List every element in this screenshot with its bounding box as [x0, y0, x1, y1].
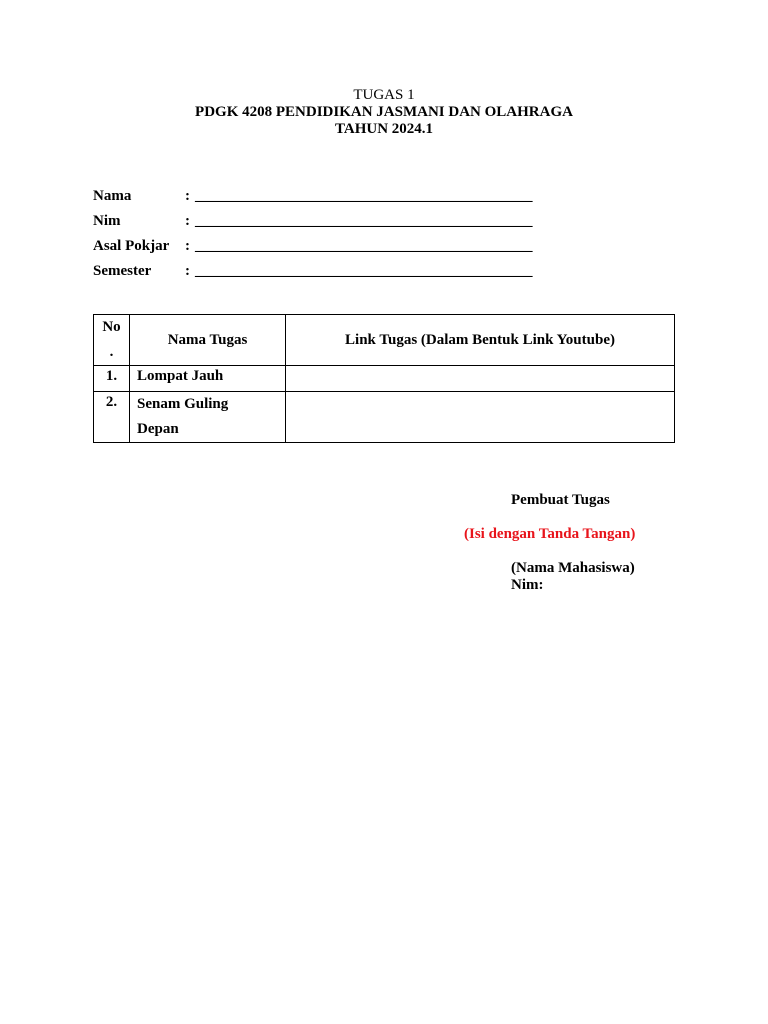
fill-line: _____________________________________________ [195, 213, 533, 229]
signature-nim: Nim: [511, 577, 544, 593]
row-link-cell[interactable] [286, 392, 675, 443]
row-link-cell[interactable] [286, 366, 675, 392]
identity-fields [93, 186, 533, 286]
header-link-tugas: Link Tugas (Dalam Bentuk Link Youtube) [286, 315, 675, 366]
row-task-name: Lompat Jauh [130, 366, 286, 392]
row-task-name [130, 392, 286, 443]
header-no-dot: . [109, 344, 114, 360]
field-nama [93, 186, 533, 211]
field-colon: : [185, 213, 190, 229]
header-year: TAHUN 2024.1 [334, 121, 434, 137]
field-semester [93, 261, 533, 286]
row-number: 1. [94, 366, 130, 392]
row-number: 2. [94, 392, 130, 443]
field-label: Semester [93, 263, 152, 279]
fill-line: _____________________________________________ [195, 263, 533, 279]
field-colon: : [185, 188, 190, 204]
field-colon: : [185, 238, 190, 254]
signature-name: (Nama Mahasiswa) [511, 560, 635, 576]
row-task-name-line1: Senam Guling [137, 396, 229, 412]
field-asal-pokjar [93, 236, 533, 261]
field-colon: : [185, 263, 190, 279]
signature-title: Pembuat Tugas [511, 492, 610, 508]
header-no [94, 315, 130, 366]
table-row [94, 392, 675, 443]
signature-note: (Isi dengan Tanda Tangan) [464, 526, 636, 542]
fill-line: _____________________________________________ [195, 188, 533, 204]
field-label: Nim [93, 213, 121, 229]
row-task-name-line2: Depan [137, 421, 179, 437]
header-title: TUGAS 1 [353, 87, 415, 103]
header-course: PDGK 4208 PENDIDIKAN JASMANI DAN OLAHRAGA [195, 104, 573, 120]
table-row [94, 366, 675, 392]
field-nim [93, 211, 533, 236]
field-label: Nama [93, 188, 132, 204]
table-header-row [94, 315, 675, 366]
document-header [0, 87, 768, 138]
task-table [93, 314, 675, 443]
header-nama-tugas: Nama Tugas [130, 315, 286, 366]
fill-line: _____________________________________________ [195, 238, 533, 254]
header-no-label: No [102, 319, 121, 335]
field-label: Asal Pokjar [93, 238, 170, 254]
